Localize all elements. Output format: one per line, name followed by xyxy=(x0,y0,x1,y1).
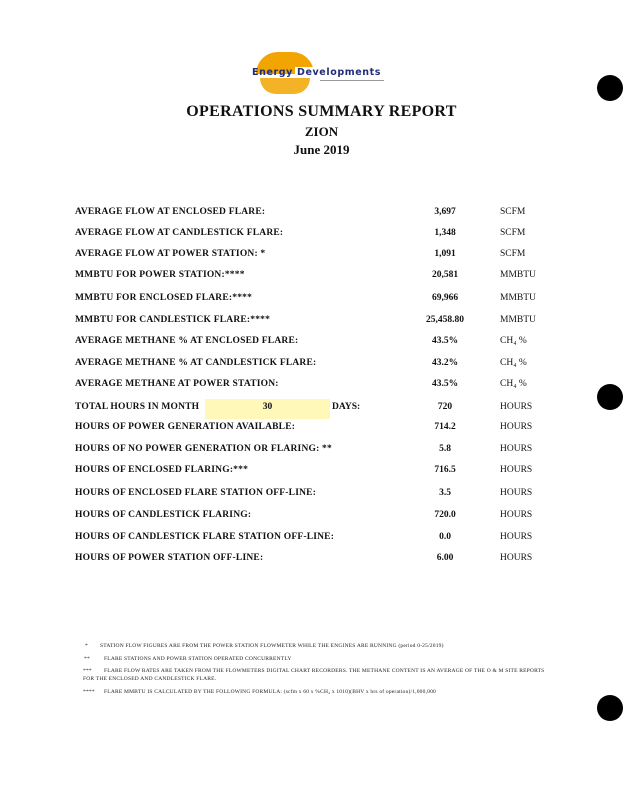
row-value: 5.8 xyxy=(439,444,451,454)
footnote-2: FLARE STATIONS AND POWER STATION OPERATED CONCURRENTLY xyxy=(104,656,292,662)
row-mmbtu-power xyxy=(0,270,643,286)
row-unit: CH₄ % xyxy=(500,358,527,368)
row-unit: HOURS xyxy=(500,444,533,454)
row-label: AVERAGE METHANE AT POWER STATION: xyxy=(75,379,279,389)
row-label: MMBTU FOR CANDLESTICK FLARE:**** xyxy=(75,315,271,325)
row-label: HOURS OF ENCLOSED FLARE STATION OFF-LINE: xyxy=(75,488,317,498)
row-label: AVERAGE METHANE % AT CANDLESTICK FLARE: xyxy=(75,358,317,368)
footnote-3-line1: FLARE FLOW RATES ARE TAKEN FROM THE FLOWMETERS DIGITAL CHART RECORDERS. THE METHANE CONTENT IS AN AVERAGE OF THE O & M SITE REPORTS xyxy=(104,668,545,674)
logo-underline xyxy=(320,80,384,81)
punch-hole-bottom xyxy=(597,695,623,721)
row-value: 1,348 xyxy=(434,228,456,238)
row-value: 43.5% xyxy=(431,336,459,346)
row-value: 20,581 xyxy=(431,270,459,280)
row-no-power-gen xyxy=(0,444,643,460)
row-unit: MMBTU xyxy=(500,315,536,325)
row-value: 43.2% xyxy=(431,358,459,368)
row-label: AVERAGE FLOW AT CANDLESTICK FLARE: xyxy=(75,228,284,238)
row-value: 3,697 xyxy=(434,207,456,217)
row-label: HOURS OF ENCLOSED FLARING:*** xyxy=(75,465,249,475)
row-enclosed-flaring xyxy=(0,465,643,481)
row-unit: HOURS xyxy=(500,465,533,475)
row-label: AVERAGE FLOW AT POWER STATION: * xyxy=(75,249,266,259)
days-count: 30 xyxy=(262,402,273,412)
row-value: 25,458.80 xyxy=(426,315,464,325)
report-period: June 2019 xyxy=(293,142,350,157)
row-unit: HOURS xyxy=(500,488,533,498)
footnote-3-mark: *** xyxy=(83,668,92,674)
row-value: 0.0 xyxy=(439,532,451,542)
footnote-1: STATION FLOW FIGURES ARE FROM THE POWER STATION FLOWMETER WHILE THE ENGINES ARE RUNNING (period 0-25/2019) xyxy=(100,643,444,649)
row-unit: SCFM xyxy=(500,207,526,217)
footnote-1-mark: * xyxy=(85,643,88,649)
row-label: HOURS OF POWER STATION OFF-LINE: xyxy=(75,553,264,563)
row-label: MMBTU FOR POWER STATION:**** xyxy=(75,270,245,280)
row-value: 716.5 xyxy=(434,465,456,475)
row-unit: MMBTU xyxy=(500,270,536,280)
row-unit: HOURS xyxy=(500,402,533,412)
row-value: 6.00 xyxy=(436,553,454,563)
row-value: 714.2 xyxy=(434,422,456,432)
row-unit: MMBTU xyxy=(500,293,536,303)
row-label: HOURS OF CANDLESTICK FLARING: xyxy=(75,510,252,520)
punch-hole-top xyxy=(597,75,623,101)
row-unit: HOURS xyxy=(500,422,533,432)
row-avg-flow-enclosed xyxy=(0,207,643,223)
logo-sun-bottom xyxy=(260,78,310,94)
row-unit: CH₄ % xyxy=(500,379,527,389)
row-mmbtu-enclosed xyxy=(0,293,643,309)
row-power-offline xyxy=(0,553,643,569)
row-value: 720 xyxy=(437,402,453,412)
row-unit: SCFM xyxy=(500,249,526,259)
row-unit: HOURS xyxy=(500,553,533,563)
row-label: AVERAGE FLOW AT ENCLOSED FLARE: xyxy=(75,207,266,217)
row-methane-power xyxy=(0,379,643,395)
row-power-gen-available xyxy=(0,422,643,438)
company-logo xyxy=(250,50,390,100)
row-mmbtu-candlestick xyxy=(0,315,643,331)
row-value: 43.5% xyxy=(431,379,459,389)
days-label: DAYS: xyxy=(332,402,361,412)
row-candlestick-offline xyxy=(0,532,643,548)
row-label: HOURS OF NO POWER GENERATION OR FLARING: ** xyxy=(75,444,332,454)
report-title: OPERATIONS SUMMARY REPORT xyxy=(186,103,457,120)
row-label: HOURS OF CANDLESTICK FLARE STATION OFF-LINE: xyxy=(75,532,335,542)
footnote-4: FLARE MMBTU IS CALCULATED BY THE FOLLOWING FORMULA: (scfm x 60 x %CH₄ x 1010)(BHV x hrs of operation)/1,000,000 xyxy=(104,689,437,695)
logo-text: Energy Developments xyxy=(252,67,382,78)
row-value: 69,966 xyxy=(431,293,459,303)
footnote-2-mark: ** xyxy=(84,656,90,662)
row-avg-flow-candlestick xyxy=(0,228,643,244)
footnote-3-line2: FOR THE ENCLOSED AND CANDLESTICK FLARE. xyxy=(83,676,217,682)
row-unit: SCFM xyxy=(500,228,526,238)
row-value: 1,091 xyxy=(434,249,456,259)
row-label: MMBTU FOR ENCLOSED FLARE:**** xyxy=(75,293,253,303)
row-value: 3.5 xyxy=(439,488,451,498)
row-unit: HOURS xyxy=(500,532,533,542)
footnote-4-mark: **** xyxy=(83,689,95,695)
row-avg-flow-power xyxy=(0,249,643,265)
row-methane-enclosed xyxy=(0,336,643,352)
row-total-hours xyxy=(0,402,643,418)
row-label: TOTAL HOURS IN MONTH xyxy=(75,402,200,412)
row-value: 720.0 xyxy=(434,510,456,520)
row-methane-candlestick xyxy=(0,358,643,374)
row-unit: CH₄ % xyxy=(500,336,527,346)
row-enclosed-offline xyxy=(0,488,643,504)
row-label: HOURS OF POWER GENERATION AVAILABLE: xyxy=(75,422,296,432)
row-label: AVERAGE METHANE % AT ENCLOSED FLARE: xyxy=(75,336,299,346)
row-candlestick-flaring xyxy=(0,510,643,526)
site-name: ZION xyxy=(304,124,339,139)
row-unit: HOURS xyxy=(500,510,533,520)
